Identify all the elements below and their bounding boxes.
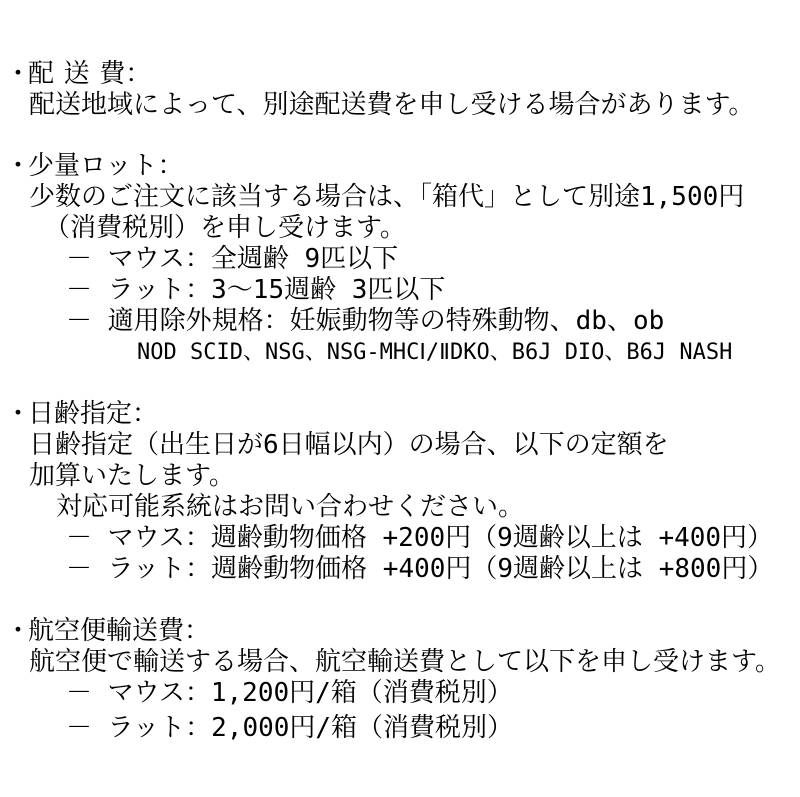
section-note-line: 対応可能系統はお問い合わせください。 — [56, 492, 525, 522]
section-body-line: 少数のご注文に該当する場合は、「箱代」として別途1,500円 — [29, 182, 745, 212]
section-delivery-fee-heading — [0, 59, 800, 90]
section-body-line: 日齢指定（出生日が6日幅以内）の場合、以下の定額を — [29, 430, 669, 460]
section-body-line: 加算いたします。 — [29, 461, 235, 491]
list-item-rat: － ラット：週齢動物価格 +400円（9週齢以上は +800円） — [66, 554, 774, 584]
list-item-exclusions: － 適用除外規格：妊娠動物等の特殊動物、db、ob — [66, 306, 665, 336]
section-small-lot-heading — [0, 151, 800, 182]
section-air-freight — [0, 616, 800, 744]
section-air-freight-heading — [0, 616, 800, 647]
list-item-mouse: － マウス：全週齢 9匹以下 — [66, 244, 399, 274]
section-day-age — [0, 399, 800, 585]
list-item-rat: － ラット：2,000円/箱（消費税別） — [66, 713, 514, 743]
section-title: 日齢指定： — [28, 399, 159, 429]
list-item-mouse: － マウス：週齢動物価格 +200円（9週齢以上は +400円） — [66, 523, 774, 553]
section-day-age-heading — [0, 399, 800, 430]
bullet-marker: ・ — [5, 399, 32, 429]
bullet-marker: ・ — [5, 151, 32, 181]
section-body-line: 配送地域によって、別途配送費を申し受ける場合があります。 — [29, 90, 755, 120]
section-small-lot — [0, 151, 800, 368]
bullet-marker: ・ — [5, 59, 32, 89]
list-item-mouse: － マウス：1,200円/箱（消費税別） — [66, 678, 513, 708]
section-title: 少量ロット： — [28, 151, 184, 181]
section-body-line: 航空便で輸送する場合、航空輸送費として以下を申し受けます。 — [29, 647, 781, 677]
bullet-marker: ・ — [5, 616, 32, 646]
section-title: 航空便輸送費： — [28, 616, 211, 646]
section-body-line: （消費税別）を申し受けます。 — [44, 213, 406, 243]
section-delivery-fee — [0, 59, 800, 121]
section-title: 配 送 費： — [28, 59, 152, 89]
list-item-rat: － ラット：3～15週齢 3匹以下 — [66, 275, 446, 305]
list-item-exclusions-continued: NOD SCID、NSG、NSG-MHCⅠ/ⅡDKO、B6J DIO、B6J NASH — [137, 340, 733, 365]
